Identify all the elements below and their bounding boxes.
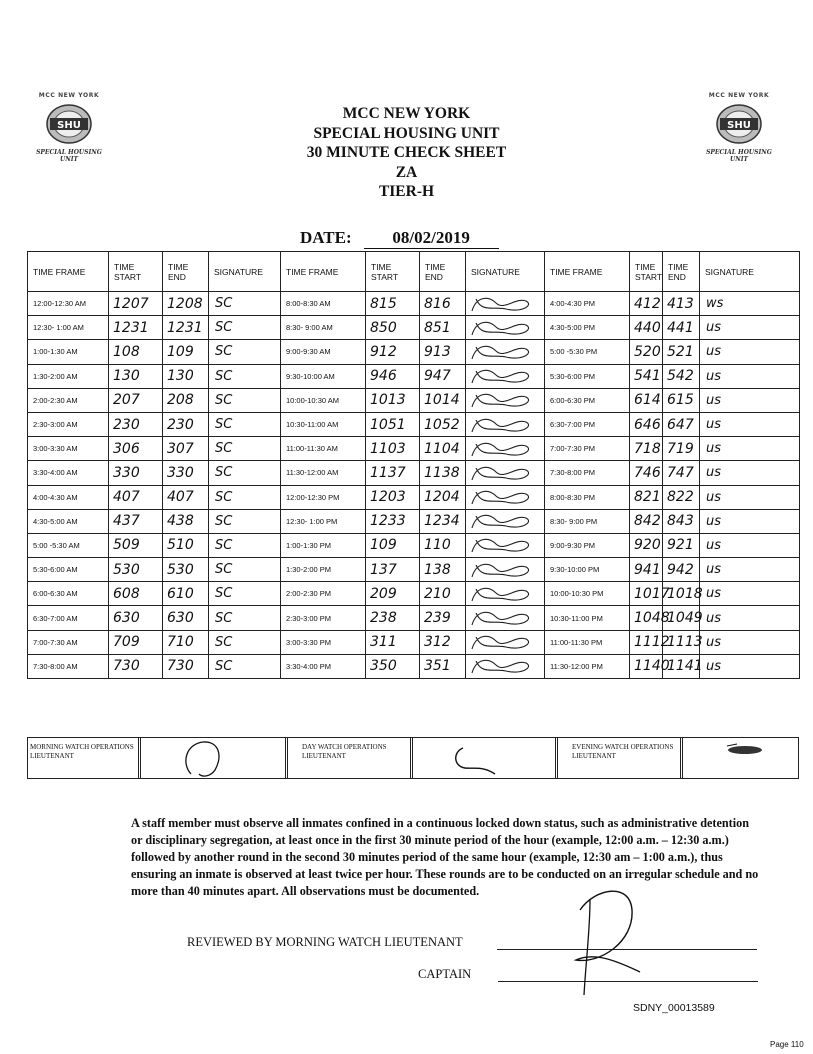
time-end-cell: 1204 — [420, 485, 466, 509]
table-row — [28, 606, 800, 630]
signature-cell: SC — [209, 461, 281, 485]
time-start-cell: 437 — [109, 509, 163, 533]
column-header: TIME START — [366, 252, 420, 292]
time-end-cell: 407 — [163, 485, 209, 509]
signature-cell — [466, 582, 545, 606]
signature-cell: us — [700, 412, 800, 436]
signature-scribble-icon — [466, 655, 538, 677]
time-frame-cell: 3:00-3:30 PM — [281, 630, 366, 654]
table-row — [28, 654, 800, 678]
time-end-cell: 510 — [163, 533, 209, 557]
column-header: SIGNATURE — [700, 252, 800, 292]
time-frame-cell: 6:00-6:30 AM — [28, 582, 109, 606]
time-frame-cell: 1:00-1:30 AM — [28, 340, 109, 364]
signature-cell: SC — [209, 437, 281, 461]
time-start-cell: 520 — [630, 340, 663, 364]
time-start-cell: 1207 — [109, 292, 163, 316]
time-start-cell: 912 — [366, 340, 420, 364]
time-frame-cell: 8:00-8:30 PM — [545, 485, 630, 509]
time-frame-cell: 2:00-2:30 PM — [281, 582, 366, 606]
signature-scribble-icon — [466, 510, 538, 532]
time-end-cell: 441 — [663, 316, 700, 340]
time-end-cell: 1141 — [663, 654, 700, 678]
time-start-cell: 108 — [109, 340, 163, 364]
captain-label: CAPTAIN — [418, 967, 472, 981]
time-frame-cell: 6:30-7:00 PM — [545, 412, 630, 436]
evening-signature-mark — [683, 738, 795, 778]
time-frame-cell: 12:30- 1:00 PM — [281, 509, 366, 533]
reviewed-by-label: REVIEWED BY MORNING WATCH LIEUTENANT — [187, 935, 463, 949]
column-header: TIME FRAME — [28, 252, 109, 292]
column-header: TIME FRAME — [545, 252, 630, 292]
time-frame-cell: 10:00-10:30 PM — [545, 582, 630, 606]
time-start-cell: 230 — [109, 412, 163, 436]
evening-watch-signature — [680, 738, 798, 778]
time-end-cell: 210 — [420, 582, 466, 606]
signature-cell — [466, 485, 545, 509]
table-row — [28, 412, 800, 436]
time-frame-cell: 8:00-8:30 AM — [281, 292, 366, 316]
signature-cell: SC — [209, 509, 281, 533]
time-end-cell: 542 — [663, 364, 700, 388]
time-end-cell: 330 — [163, 461, 209, 485]
signature-cell — [466, 630, 545, 654]
reviewed-by-row — [187, 935, 757, 950]
time-frame-cell: 8:30- 9:00 PM — [545, 509, 630, 533]
time-end-cell: 208 — [163, 388, 209, 412]
time-end-cell: 1014 — [420, 388, 466, 412]
time-frame-cell: 5:30-6:00 PM — [545, 364, 630, 388]
time-start-cell: 1051 — [366, 412, 420, 436]
logo-org-text: MCC NEW YORK — [708, 92, 770, 99]
time-frame-cell: 3:00-3:30 AM — [28, 437, 109, 461]
header-line-3: 30 MINUTE CHECK SHEET — [306, 144, 507, 161]
time-frame-cell: 11:00-11:30 PM — [545, 630, 630, 654]
table-row — [28, 533, 800, 557]
signature-cell — [466, 533, 545, 557]
time-start-cell: 842 — [630, 509, 663, 533]
table-row — [28, 292, 800, 316]
table-row — [28, 485, 800, 509]
signature-cell — [466, 558, 545, 582]
morning-signature-mark — [141, 738, 285, 778]
signature-cell: us — [700, 437, 800, 461]
page-number: Page 110 — [770, 1040, 804, 1049]
time-end-cell: 1104 — [420, 437, 466, 461]
time-frame-cell: 7:30-8:00 PM — [545, 461, 630, 485]
header-line-1: MCC NEW YORK — [342, 105, 471, 122]
signature-cell: SC — [209, 340, 281, 364]
signature-cell: SC — [209, 485, 281, 509]
signature-cell: us — [700, 533, 800, 557]
signature-cell — [466, 606, 545, 630]
signature-cell: SC — [209, 412, 281, 436]
time-frame-cell: 10:30-11:00 PM — [545, 606, 630, 630]
time-end-cell: 730 — [163, 654, 209, 678]
signature-scribble-icon — [466, 317, 538, 339]
time-frame-cell: 2:30-3:00 PM — [281, 606, 366, 630]
time-start-cell: 646 — [630, 412, 663, 436]
time-start-cell: 718 — [630, 437, 663, 461]
time-end-cell: 710 — [163, 630, 209, 654]
table-row — [28, 340, 800, 364]
time-end-cell: 843 — [663, 509, 700, 533]
svg-text:SHU: SHU — [727, 120, 751, 131]
time-start-cell: 306 — [109, 437, 163, 461]
time-start-cell: 941 — [630, 558, 663, 582]
time-start-cell: 815 — [366, 292, 420, 316]
captain-signature-mark — [560, 880, 650, 1000]
column-header: SIGNATURE — [466, 252, 545, 292]
date-label: DATE: — [300, 228, 352, 247]
signature-scribble-icon — [466, 607, 538, 629]
time-end-cell: 647 — [663, 412, 700, 436]
time-start-cell: 541 — [630, 364, 663, 388]
table-row — [28, 461, 800, 485]
time-end-cell: 110 — [420, 533, 466, 557]
signature-cell: SC — [209, 558, 281, 582]
time-start-cell: 730 — [109, 654, 163, 678]
signature-scribble-icon — [466, 559, 538, 581]
time-frame-cell: 9:30-10:00 PM — [545, 558, 630, 582]
time-end-cell: 1049 — [663, 606, 700, 630]
signature-scribble-icon — [466, 534, 538, 556]
time-start-cell: 1140 — [630, 654, 663, 678]
signature-cell: SC — [209, 654, 281, 678]
day-watch-label: DAY WATCH OPERATIONS LIEUTENANT — [302, 743, 387, 760]
table-row — [28, 316, 800, 340]
column-header: TIME END — [663, 252, 700, 292]
time-frame-cell: 4:00-4:30 PM — [545, 292, 630, 316]
time-end-cell: 109 — [163, 340, 209, 364]
time-end-cell: 851 — [420, 316, 466, 340]
signature-scribble-icon — [466, 293, 538, 315]
time-end-cell: 138 — [420, 558, 466, 582]
time-end-cell: 312 — [420, 630, 466, 654]
time-end-cell: 610 — [163, 582, 209, 606]
date-row — [300, 228, 499, 249]
signature-scribble-icon — [466, 462, 538, 484]
time-start-cell: 207 — [109, 388, 163, 412]
time-start-cell: 1048 — [630, 606, 663, 630]
signature-cell: SC — [209, 388, 281, 412]
signature-cell: SC — [209, 364, 281, 388]
signature-cell — [466, 340, 545, 364]
time-frame-cell: 9:30-10:00 AM — [281, 364, 366, 388]
time-start-cell: 608 — [109, 582, 163, 606]
header-line-2: SPECIAL HOUSING UNIT — [313, 124, 500, 142]
watch-lieutenant-row — [27, 737, 799, 779]
time-start-cell: 238 — [366, 606, 420, 630]
column-header: TIME START — [109, 252, 163, 292]
time-start-cell: 1203 — [366, 485, 420, 509]
time-frame-cell: 2:30-3:00 AM — [28, 412, 109, 436]
time-start-cell: 412 — [630, 292, 663, 316]
time-end-cell: 130 — [163, 364, 209, 388]
signature-cell — [466, 292, 545, 316]
time-frame-cell: 4:30-5:00 AM — [28, 509, 109, 533]
signature-cell — [466, 388, 545, 412]
time-frame-cell: 5:00 -5:30 PM — [545, 340, 630, 364]
time-frame-cell: 5:30-6:00 AM — [28, 558, 109, 582]
time-frame-cell: 9:00-9:30 PM — [545, 533, 630, 557]
signature-cell: us — [700, 630, 800, 654]
signature-cell — [466, 461, 545, 485]
time-start-cell: 1231 — [109, 316, 163, 340]
column-header: TIME END — [163, 252, 209, 292]
date-value: 08/02/2019 — [364, 228, 499, 249]
evening-watch-label: EVENING WATCH OPERATIONS LIEUTENANT — [572, 743, 674, 760]
check-table — [27, 251, 800, 679]
header-line-4: ZA — [395, 163, 418, 181]
time-frame-cell: 12:30- 1:00 AM — [28, 316, 109, 340]
time-end-cell: 719 — [663, 437, 700, 461]
time-end-cell: 942 — [663, 558, 700, 582]
table-row — [28, 364, 800, 388]
svg-text:SHU: SHU — [57, 120, 81, 131]
time-end-cell: 1138 — [420, 461, 466, 485]
signature-scribble-icon — [466, 583, 538, 605]
time-frame-cell: 11:30-12:00 PM — [545, 654, 630, 678]
time-end-cell: 307 — [163, 437, 209, 461]
signature-cell: SC — [209, 606, 281, 630]
time-frame-cell: 7:00-7:30 AM — [28, 630, 109, 654]
policy-notice: A staff member must observe all inmates confined in a continuous locked down status, such as administrative detention or disciplinary segregation, at least once in the first 30 minute period of the hour (example, 12:00 a.m. – 12:30 a.m.) followed by another round in the second 30 minutes period of the same hour (example, 12:30 am – 1:00 a.m.), thus ensuring an inmate is observed at least twice per hour. These rounds are to be conducted on an irregular schedule and no more than 40 minutes apart. All observations must be documented. — [131, 816, 759, 898]
time-frame-cell: 5:00 -5:30 AM — [28, 533, 109, 557]
signature-cell: us — [700, 509, 800, 533]
signature-cell: SC — [209, 533, 281, 557]
time-frame-cell: 10:00-10:30 AM — [281, 388, 366, 412]
signature-cell: us — [700, 582, 800, 606]
signature-cell: us — [700, 461, 800, 485]
time-start-cell: 109 — [366, 533, 420, 557]
day-signature-mark — [413, 738, 555, 778]
morning-watch-signature — [138, 738, 288, 778]
time-frame-cell: 11:30-12:00 AM — [281, 461, 366, 485]
signature-scribble-icon — [466, 389, 538, 411]
time-frame-cell: 4:30-5:00 PM — [545, 316, 630, 340]
time-frame-cell: 4:00-4:30 AM — [28, 485, 109, 509]
time-start-cell: 407 — [109, 485, 163, 509]
time-start-cell: 509 — [109, 533, 163, 557]
time-end-cell: 1208 — [163, 292, 209, 316]
signature-scribble-icon — [466, 365, 538, 387]
time-start-cell: 350 — [366, 654, 420, 678]
column-header: TIME FRAME — [281, 252, 366, 292]
signature-cell — [466, 364, 545, 388]
column-header: TIME END — [420, 252, 466, 292]
time-end-cell: 947 — [420, 364, 466, 388]
time-frame-cell: 6:30-7:00 AM — [28, 606, 109, 630]
time-end-cell: 1234 — [420, 509, 466, 533]
time-frame-cell: 6:00-6:30 PM — [545, 388, 630, 412]
document-id: SDNY_00013589 — [633, 1002, 715, 1014]
table-row — [28, 437, 800, 461]
time-frame-cell: 12:00-12:30 PM — [281, 485, 366, 509]
time-start-cell: 1233 — [366, 509, 420, 533]
column-header: TIME START — [630, 252, 663, 292]
time-end-cell: 239 — [420, 606, 466, 630]
header-line-5: TIER-H — [378, 183, 435, 200]
signature-cell — [466, 509, 545, 533]
time-end-cell: 747 — [663, 461, 700, 485]
time-end-cell: 530 — [163, 558, 209, 582]
time-end-cell: 630 — [163, 606, 209, 630]
signature-cell: SC — [209, 630, 281, 654]
time-frame-cell: 3:30-4:00 AM — [28, 461, 109, 485]
signature-cell: us — [700, 654, 800, 678]
signature-cell — [466, 437, 545, 461]
signature-scribble-icon — [466, 438, 538, 460]
signature-cell: us — [700, 485, 800, 509]
time-end-cell: 816 — [420, 292, 466, 316]
day-watch-signature — [410, 738, 558, 778]
time-end-cell: 921 — [663, 533, 700, 557]
time-end-cell: 913 — [420, 340, 466, 364]
time-frame-cell: 7:30-8:00 AM — [28, 654, 109, 678]
time-end-cell: 1231 — [163, 316, 209, 340]
time-start-cell: 1103 — [366, 437, 420, 461]
signature-cell: SC — [209, 582, 281, 606]
signature-cell: us — [700, 606, 800, 630]
time-end-cell: 413 — [663, 292, 700, 316]
time-start-cell: 614 — [630, 388, 663, 412]
time-start-cell: 330 — [109, 461, 163, 485]
time-frame-cell: 1:00-1:30 PM — [281, 533, 366, 557]
signature-cell: SC — [209, 316, 281, 340]
time-start-cell: 1112 — [630, 630, 663, 654]
time-frame-cell: 9:00-9:30 AM — [281, 340, 366, 364]
time-start-cell: 311 — [366, 630, 420, 654]
time-start-cell: 530 — [109, 558, 163, 582]
time-start-cell: 630 — [109, 606, 163, 630]
table-row — [28, 509, 800, 533]
time-end-cell: 822 — [663, 485, 700, 509]
time-start-cell: 709 — [109, 630, 163, 654]
morning-watch-label: MORNING WATCH OPERATIONS LIEUTENANT — [30, 743, 134, 760]
signature-cell: us — [700, 388, 800, 412]
time-end-cell: 230 — [163, 412, 209, 436]
time-end-cell: 1052 — [420, 412, 466, 436]
signature-cell — [466, 654, 545, 678]
time-start-cell: 440 — [630, 316, 663, 340]
time-frame-cell: 10:30-11:00 AM — [281, 412, 366, 436]
sheet-header — [0, 104, 813, 202]
time-end-cell: 438 — [163, 509, 209, 533]
time-frame-cell: 1:30-2:00 PM — [281, 558, 366, 582]
table-row — [28, 558, 800, 582]
time-start-cell: 1017 — [630, 582, 663, 606]
table-row — [28, 630, 800, 654]
time-end-cell: 351 — [420, 654, 466, 678]
table-row — [28, 582, 800, 606]
time-frame-cell: 12:00-12:30 AM — [28, 292, 109, 316]
column-header: SIGNATURE — [209, 252, 281, 292]
time-end-cell: 1018 — [663, 582, 700, 606]
time-frame-cell: 8:30- 9:00 AM — [281, 316, 366, 340]
time-start-cell: 1137 — [366, 461, 420, 485]
signature-cell — [466, 316, 545, 340]
time-frame-cell: 1:30-2:00 AM — [28, 364, 109, 388]
time-frame-cell: 3:30-4:00 PM — [281, 654, 366, 678]
time-end-cell: 521 — [663, 340, 700, 364]
time-start-cell: 746 — [630, 461, 663, 485]
time-start-cell: 130 — [109, 364, 163, 388]
time-start-cell: 821 — [630, 485, 663, 509]
signature-cell: SC — [209, 292, 281, 316]
time-start-cell: 1013 — [366, 388, 420, 412]
signature-cell: us — [700, 364, 800, 388]
time-start-cell: 946 — [366, 364, 420, 388]
time-frame-cell: 2:00-2:30 AM — [28, 388, 109, 412]
header-row — [28, 252, 800, 292]
time-start-cell: 920 — [630, 533, 663, 557]
signature-scribble-icon — [466, 631, 538, 653]
time-end-cell: 615 — [663, 388, 700, 412]
table-row — [28, 388, 800, 412]
signature-cell: us — [700, 340, 800, 364]
signature-cell — [466, 412, 545, 436]
logo-unit-text: SPECIAL HOUSING UNIT — [706, 149, 772, 163]
time-start-cell: 209 — [366, 582, 420, 606]
time-start-cell: 137 — [366, 558, 420, 582]
check-table-body — [28, 292, 800, 679]
logo-unit-text: SPECIAL HOUSING UNIT — [36, 149, 102, 163]
signature-scribble-icon — [466, 486, 538, 508]
time-frame-cell: 7:00-7:30 PM — [545, 437, 630, 461]
time-start-cell: 850 — [366, 316, 420, 340]
signature-cell: us — [700, 558, 800, 582]
signature-cell: ws — [700, 292, 800, 316]
time-frame-cell: 11:00-11:30 AM — [281, 437, 366, 461]
signature-cell: us — [700, 316, 800, 340]
logo-org-text: MCC NEW YORK — [38, 92, 100, 99]
signature-scribble-icon — [466, 341, 538, 363]
time-end-cell: 1113 — [663, 630, 700, 654]
signature-scribble-icon — [466, 414, 538, 436]
